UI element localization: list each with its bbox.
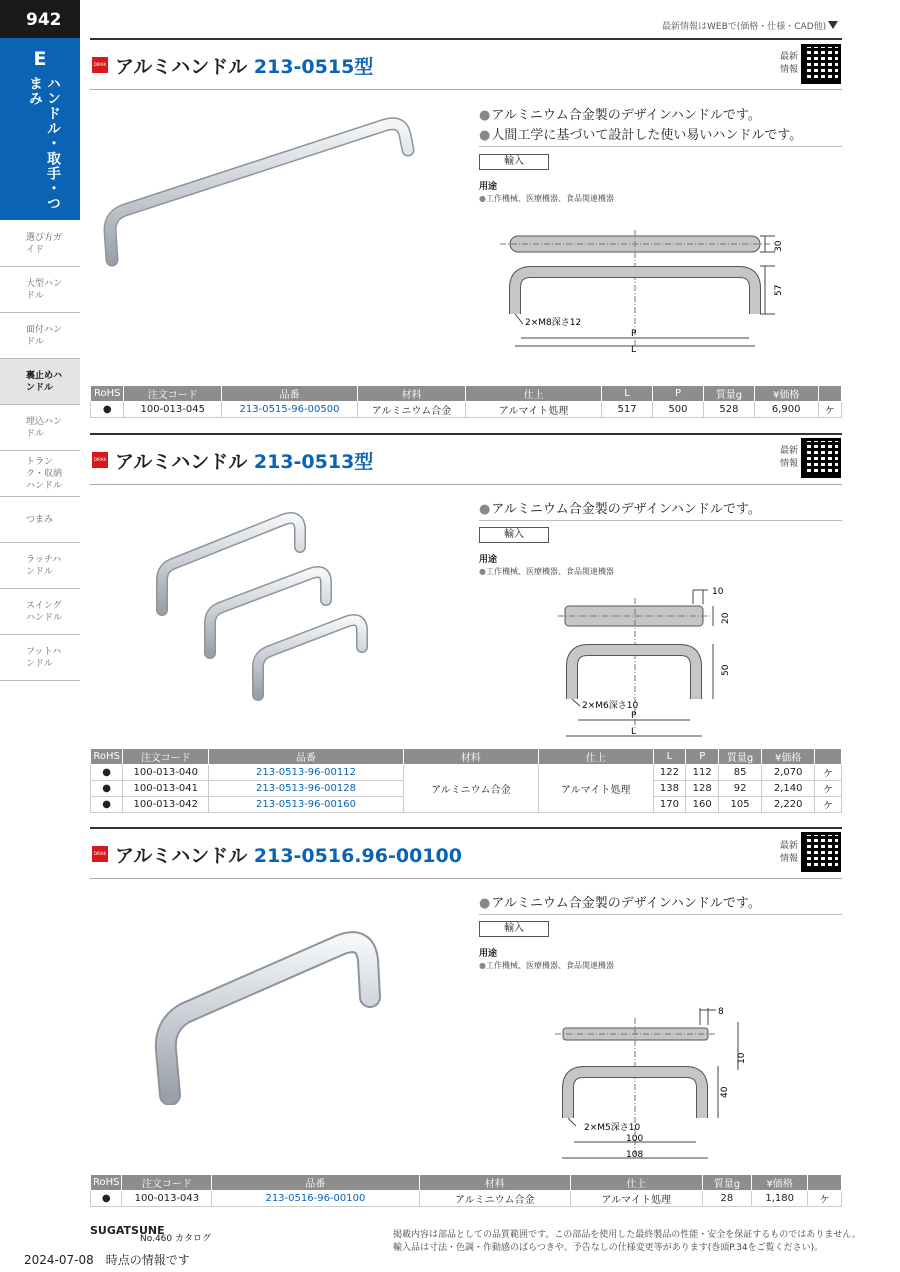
sidebar-item[interactable] xyxy=(0,589,80,635)
use-text: ● 工作機械、医療機器、食品関連機器 xyxy=(479,566,614,577)
table-cell: 6,900 xyxy=(754,402,818,418)
sidebar-item-label: つまみ xyxy=(26,514,54,525)
table-cell: 105 xyxy=(719,797,762,813)
table-row xyxy=(91,1191,842,1207)
spec-table xyxy=(90,1174,842,1207)
footer-brand-logo: SUGATSUNE xyxy=(90,1224,165,1237)
sidebar-item-label: 埋込ハンドル xyxy=(26,416,63,439)
table-cell: アルミニウム合金 xyxy=(403,765,538,813)
table-header: RoHS xyxy=(91,386,124,402)
brand-logo-icon: DIRAK xyxy=(92,452,108,468)
table-cell: ● xyxy=(91,781,123,797)
qr-label: 最新情報 xyxy=(779,446,798,469)
table-cell: ● xyxy=(91,1191,122,1207)
dimension-drawing xyxy=(495,228,795,358)
table-cell: 112 xyxy=(686,765,719,781)
table-cell: ケ xyxy=(818,402,841,418)
sidebar-item[interactable] xyxy=(0,497,80,543)
dim-text: L xyxy=(631,727,637,737)
table-header: 仕上 xyxy=(538,749,653,765)
table-cell: 2,070 xyxy=(762,765,815,781)
qr-code-icon[interactable] xyxy=(801,832,841,872)
import-badge: 輸入 xyxy=(479,527,549,543)
table-cell: 100-013-040 xyxy=(123,765,209,781)
sidebar-item-label: フットハンドル xyxy=(26,646,62,669)
table-cell: ● xyxy=(91,765,123,781)
table-header: L xyxy=(602,386,653,402)
table-cell: ● xyxy=(91,402,124,418)
table-cell[interactable]: 213-0515-96-00500 xyxy=(222,402,358,418)
triangle-down-icon xyxy=(828,21,838,29)
sidebar-item[interactable] xyxy=(0,313,80,359)
table-header: 質量g xyxy=(703,386,754,402)
use-text: ● 工作機械、医療機器、食品関連機器 xyxy=(479,960,614,971)
table-header: 品番 xyxy=(209,749,404,765)
table-header: 注文コード xyxy=(122,1175,212,1191)
feature-text: ● 人間工学に基づいて設計した使い易いハンドルです。 xyxy=(479,124,802,143)
dim-text: 10 xyxy=(737,1052,747,1064)
table-row xyxy=(91,765,842,781)
sidebar-item[interactable] xyxy=(0,221,80,267)
feature-text: ● アルミニウム合金製のデザインハンドルです。 xyxy=(479,892,761,911)
feature-text: ● アルミニウム合金製のデザインハンドルです。 xyxy=(479,498,761,517)
category-letter: E xyxy=(33,48,47,70)
table-header: 品番 xyxy=(222,386,358,402)
table-cell: 100-013-045 xyxy=(124,402,222,418)
sidebar-item[interactable] xyxy=(0,543,80,589)
handle-photo xyxy=(150,505,380,705)
footer-note: 輸入品は寸法・色調・作動感のばらつきや、予告なしの仕様変更等があります(巻頭P.34をご覧ください)。 xyxy=(393,1243,824,1253)
table-cell: 100-013-043 xyxy=(122,1191,212,1207)
sidebar-item[interactable] xyxy=(0,635,80,681)
product-title: アルミハンドル 213-0515型 xyxy=(115,56,374,78)
table-cell: ケ xyxy=(808,1191,842,1207)
table-cell: 100-013-041 xyxy=(123,781,209,797)
page-number: 942 xyxy=(0,0,80,38)
section-rule xyxy=(90,827,842,829)
section-rule xyxy=(90,484,842,485)
header-note: 最新情報はWEBで(価格・仕様・CAD他) xyxy=(662,22,827,32)
handle-photo xyxy=(100,110,420,275)
dim-text: P xyxy=(631,329,637,339)
sidebar-item[interactable] xyxy=(0,267,80,313)
spec-table xyxy=(90,748,842,813)
table-header: 材料 xyxy=(403,749,538,765)
table-header: 質量g xyxy=(702,1175,752,1191)
table-header: 仕上 xyxy=(466,386,602,402)
table-cell: アルミニウム合金 xyxy=(357,402,465,418)
category-block[interactable] xyxy=(0,38,80,220)
table-cell: アルマイト処理 xyxy=(570,1191,702,1207)
use-label: 用途 xyxy=(479,949,498,959)
table-header xyxy=(818,386,841,402)
divider xyxy=(479,914,842,915)
table-cell: ● xyxy=(91,797,123,813)
table-cell: 100-013-042 xyxy=(123,797,209,813)
qr-code-icon[interactable] xyxy=(801,438,841,478)
table-header: 注文コード xyxy=(124,386,222,402)
sidebar-item-label: 裏止めハンドル xyxy=(26,370,63,393)
table-header: 品番 xyxy=(212,1175,419,1191)
table-cell[interactable]: 213-0513-96-00112 xyxy=(209,765,404,781)
table-header: RoHS xyxy=(91,1175,122,1191)
spec-table xyxy=(90,385,842,418)
dim-text: L xyxy=(631,345,637,355)
product-title: アルミハンドル 213-0516.96-00100 xyxy=(115,845,462,867)
table-header xyxy=(808,1175,842,1191)
section-rule xyxy=(90,433,842,435)
table-header: 注文コード xyxy=(123,749,209,765)
import-badge: 輸入 xyxy=(479,154,549,170)
footer-date: 2024-07-08 時点の情報です xyxy=(24,1253,190,1267)
dim-text: 8 xyxy=(718,1007,724,1017)
table-cell: 128 xyxy=(686,781,719,797)
sidebar-item-label: スイングハンドル xyxy=(26,600,63,623)
qr-code-icon[interactable] xyxy=(801,44,841,84)
dim-text: 2×M5深さ10 xyxy=(584,1123,641,1133)
table-cell: 28 xyxy=(702,1191,752,1207)
table-cell: 517 xyxy=(602,402,653,418)
use-label: 用途 xyxy=(479,555,498,565)
divider xyxy=(479,520,842,521)
table-header: 材料 xyxy=(419,1175,570,1191)
dimension-drawing xyxy=(550,584,750,744)
table-header: P xyxy=(686,749,719,765)
table-cell: ケ xyxy=(815,797,842,813)
table-cell: 160 xyxy=(686,797,719,813)
table-cell: 92 xyxy=(719,781,762,797)
table-cell: 500 xyxy=(652,402,703,418)
sidebar-item[interactable] xyxy=(0,451,80,497)
sidebar-item-label: ラッチハンドル xyxy=(26,554,62,577)
footer-note: 掲載内容は部品としての品質範囲です。この部品を使用した最終製品の性能・安全を保証するものではありません。 xyxy=(393,1230,861,1240)
table-cell: 122 xyxy=(653,765,686,781)
dim-text: 10 xyxy=(712,587,724,597)
sidebar-item[interactable] xyxy=(0,359,80,405)
handle-photo xyxy=(150,925,390,1105)
brand-logo-icon: DIRAK xyxy=(92,57,108,73)
header-rule xyxy=(90,38,842,40)
dim-text: 108 xyxy=(626,1150,644,1160)
import-badge: 輸入 xyxy=(479,921,549,937)
sidebar-item-label: トランク・収納ハンドル xyxy=(26,456,63,491)
section-rule xyxy=(90,878,842,879)
category-title: ハンドル・取手・つまみ xyxy=(27,76,61,211)
table-cell[interactable]: 213-0513-96-00160 xyxy=(209,797,404,813)
table-header: P xyxy=(652,386,703,402)
table-cell: 2,220 xyxy=(762,797,815,813)
table-cell: 2,140 xyxy=(762,781,815,797)
dim-text: 50 xyxy=(721,664,731,676)
dim-text: 2×M8深さ12 xyxy=(525,318,582,328)
table-header: ¥価格 xyxy=(754,386,818,402)
table-cell: アルマイト処理 xyxy=(466,402,602,418)
table-cell: 138 xyxy=(653,781,686,797)
qr-label: 最新情報 xyxy=(779,52,798,75)
table-header: ¥価格 xyxy=(762,749,815,765)
table-cell: 1,180 xyxy=(752,1191,808,1207)
sidebar-item[interactable] xyxy=(0,405,80,451)
dim-text: P xyxy=(631,711,637,721)
table-cell: アルマイト処理 xyxy=(538,765,653,813)
feature-text: ● アルミニウム合金製のデザインハンドルです。 xyxy=(479,104,761,123)
table-cell[interactable]: 213-0513-96-00128 xyxy=(209,781,404,797)
table-header: 仕上 xyxy=(570,1175,702,1191)
dim-text: 2×M6深さ10 xyxy=(582,701,639,711)
table-header: 材料 xyxy=(357,386,465,402)
dim-text: 57 xyxy=(774,284,784,296)
sidebar-item-label: 面付ハンドル xyxy=(26,324,63,347)
table-header: 質量g xyxy=(719,749,762,765)
table-cell: 170 xyxy=(653,797,686,813)
table-header: ¥価格 xyxy=(752,1175,808,1191)
table-header: RoHS xyxy=(91,749,123,765)
brand-logo-icon: DIRAK xyxy=(92,846,108,862)
dim-text: 30 xyxy=(774,240,784,252)
table-header xyxy=(815,749,842,765)
dim-text: 40 xyxy=(720,1086,730,1098)
table-row xyxy=(91,402,842,418)
table-cell: 528 xyxy=(703,402,754,418)
table-cell: ケ xyxy=(815,765,842,781)
footer-catalog: No.460 カタログ xyxy=(140,1234,211,1244)
table-cell: アルミニウム合金 xyxy=(419,1191,570,1207)
dimension-drawing xyxy=(550,1000,750,1165)
table-cell: ケ xyxy=(815,781,842,797)
sidebar-item-label: 選び方ガイド xyxy=(26,232,63,255)
dim-text: 100 xyxy=(626,1134,644,1144)
dim-text: 20 xyxy=(721,612,731,624)
table-cell: 85 xyxy=(719,765,762,781)
sidebar-item-label: 大型ハンドル xyxy=(26,278,63,301)
table-cell[interactable]: 213-0516-96-00100 xyxy=(212,1191,419,1207)
product-title: アルミハンドル 213-0513型 xyxy=(115,451,374,473)
table-header: L xyxy=(653,749,686,765)
divider xyxy=(479,146,842,147)
use-label: 用途 xyxy=(479,182,498,192)
use-text: ● 工作機械、医療機器、食品関連機器 xyxy=(479,193,614,204)
qr-label: 最新情報 xyxy=(779,841,798,864)
section-rule xyxy=(90,89,842,90)
